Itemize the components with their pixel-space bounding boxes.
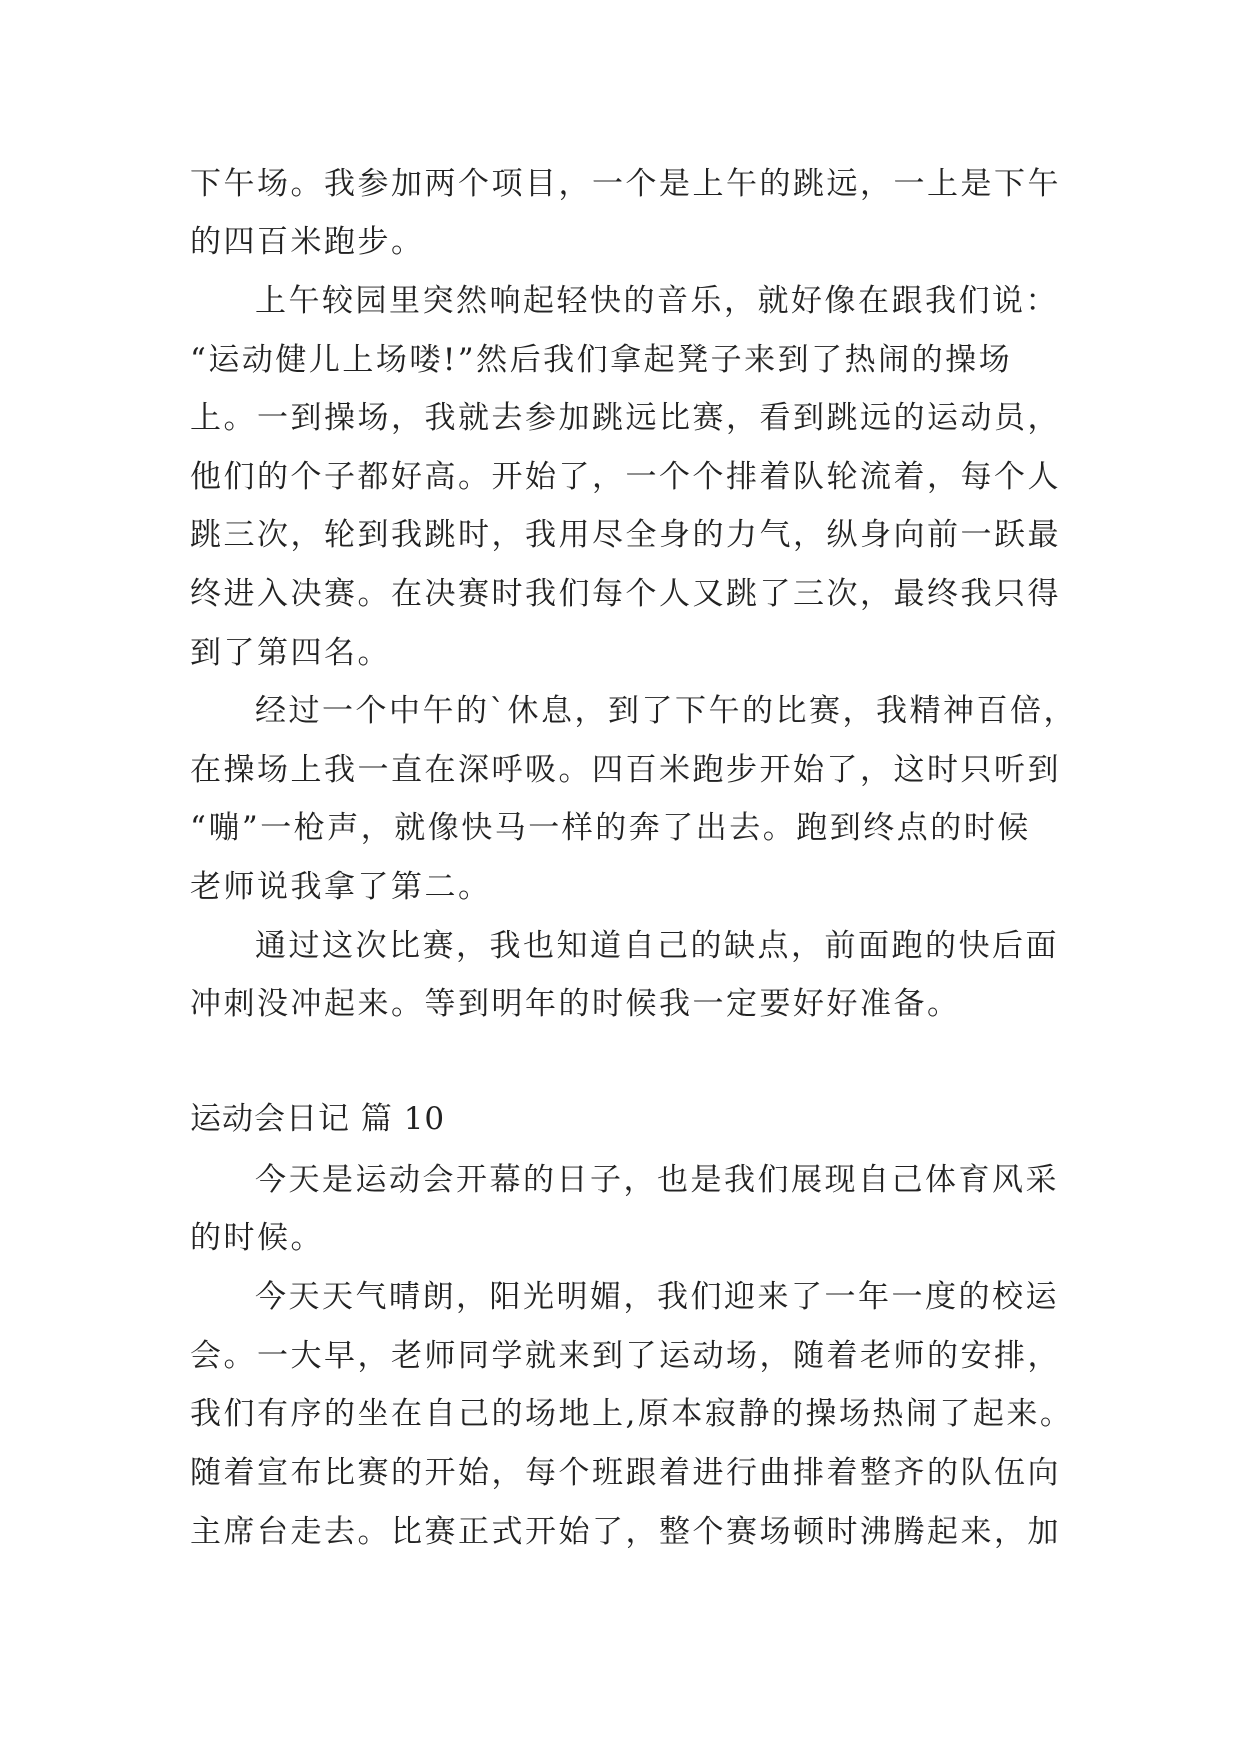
- text-line: 我们有序的坐在自己的场地上,原本寂静的操场热闹了起来。: [190, 1396, 1074, 1432]
- text-line: 在操场上我一直在深呼吸。四百米跑步开始了，这时只听到: [190, 752, 1061, 788]
- text-line: 他们的个子都好高。开始了，一个个排着队轮流着，每个人: [190, 459, 1061, 495]
- text-line: 随着宣布比赛的开始，每个班跟着进行曲排着整齐的队伍向: [190, 1455, 1061, 1491]
- text-line: “运动健儿上场喽!”然后我们拿起凳子来到了热闹的操场: [190, 342, 1013, 378]
- text-line: 终进入决赛。在决赛时我们每个人又跳了三次，最终我只得: [190, 576, 1061, 612]
- text-line: 经过一个中午的`休息，到了下午的比赛，我精神百倍，: [255, 693, 1077, 729]
- text-line: 的四百米跑步。: [190, 224, 425, 260]
- text-line: 上午较园里突然响起轻快的音乐，就好像在跟我们说：: [255, 283, 1059, 319]
- section-heading: 运动会日记 篇 10: [190, 1101, 446, 1137]
- text-line: “嘣”一枪声，就像快马一样的奔了出去。跑到终点的时候: [190, 810, 1031, 846]
- text-line: 冲刺没冲起来。等到明年的时候我一定要好好准备。: [190, 986, 961, 1022]
- text-line: 今天是运动会开幕的日子，也是我们展现自己体育风采: [255, 1162, 1059, 1198]
- text-line: 跳三次，轮到我跳时，我用尽全身的力气，纵身向前一跃最: [190, 517, 1061, 553]
- text-line: 会。一大早，老师同学就来到了运动场，随着老师的安排，: [190, 1338, 1061, 1374]
- text-line: 的时候。: [190, 1220, 324, 1256]
- text-line: 主席台走去。比赛正式开始了，整个赛场顿时沸腾起来，加: [190, 1514, 1061, 1550]
- text-line: 老师说我拿了第二。: [190, 869, 492, 905]
- text-line: 上。一到操场，我就去参加跳远比赛，看到跳远的运动员，: [190, 400, 1061, 436]
- text-line: 下午场。我参加两个项目，一个是上午的跳远，一上是下午: [190, 166, 1061, 202]
- text-line: 到了第四名。: [190, 635, 391, 671]
- text-line: 通过这次比赛，我也知道自己的缺点，前面跑的快后面: [255, 928, 1059, 964]
- text-line: 今天天气晴朗，阳光明媚，我们迎来了一年一度的校运: [255, 1279, 1059, 1315]
